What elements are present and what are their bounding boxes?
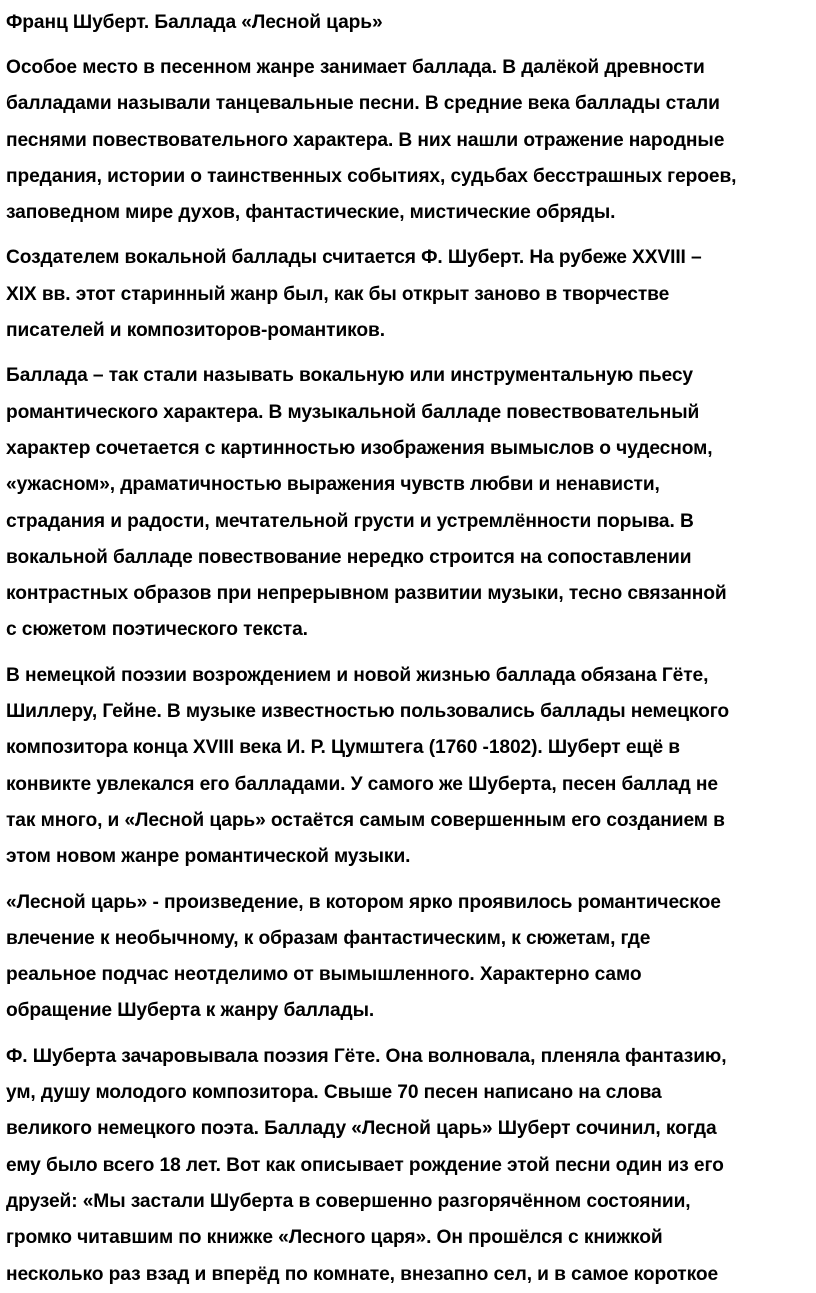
text-line: Особое место в песенном жанре занимает баллада. В далёкой древности [6, 57, 705, 78]
text-line: так много, и «Лесной царь» остаётся самым совершенным его созданием в [6, 809, 725, 831]
text-line: романтического характера. В музыкальной балладе повествовательный [6, 401, 700, 423]
text-line: Создателем вокальной баллады считается Ф. Шуберт. На рубеже XXVIII – [6, 247, 702, 269]
text-line: заповедном мире духов, фантастические, мистические обряды. [6, 202, 616, 224]
text-line: Баллада – так стали называть вокальную или инструментальную пьесу [6, 365, 693, 387]
paragraph-goethe-poetry [6, 1039, 810, 1293]
text-line: песнями повествовательного характера. В них нашли отражение народные [6, 129, 725, 151]
text-line: предания, истории о таинственных событиях, судьбах бесстрашных героев, [6, 165, 737, 187]
text-line: «Лесной царь» - произведение, в котором ярко проявилось романтическое [6, 891, 721, 913]
text-line: характер сочетается с картинностью изображения вымыслов о чудесном, [6, 437, 713, 459]
text-line: влечение к необычному, к образам фантастическим, к сюжетам, где [6, 927, 651, 949]
text-line: великого немецкого поэта. Балладу «Лесной царь» Шуберт сочинил, когда [6, 1118, 717, 1140]
text-line: XIX вв. этот старинный жанр был, как бы открыт заново в творчестве [6, 283, 670, 305]
text-line: «ужасном», драматичностью выражения чувств любви и ненависти, [6, 474, 660, 496]
text-line: композитора конца XVIII века И. Р. Цумштега (1760 -1802). Шуберт ещё в [6, 737, 680, 759]
page-title: Франц Шуберт. Баллада «Лесной царь» [6, 12, 383, 33]
paragraph-vocal-ballad-creator [6, 240, 810, 349]
paragraph-forest-king-romanticism [6, 885, 810, 1030]
text-line: вокальной балладе повествование нередко строится на сопоставлении [6, 546, 692, 568]
paragraph-ballad-genre [6, 50, 810, 231]
text-line: писателей и композиторов-романтиков. [6, 320, 385, 342]
text-line: ему было всего 18 лет. Вот как описывает рождение этой песни один из его [6, 1154, 724, 1176]
text-line: реальное подчас неотделимо от вымышленного. Характерно само [6, 964, 642, 986]
paragraph-german-poetry [6, 658, 810, 876]
text-line: обращение Шуберта к жанру баллады. [6, 1000, 375, 1022]
text-line: с сюжетом поэтического текста. [6, 619, 308, 641]
text-line: В немецкой поэзии возрождением и новой жизнью баллада обязана Гёте, [6, 664, 709, 686]
text-line: балладами называли танцевальные песни. В средние века баллады стали [6, 93, 720, 115]
text-line: конвикте увлекался его балладами. У самого же Шуберта, песен баллад не [6, 773, 718, 795]
text-line: контрастных образов при непрерывном развитии музыки, тесно связанной [6, 583, 727, 605]
text-line: друзей: «Мы застали Шуберта в совершенно разгорячённом состоянии, [6, 1190, 691, 1212]
text-line: Ф. Шуберта зачаровывала поэзия Гёте. Она волновала, пленяла фантазию, [6, 1045, 727, 1067]
text-line: ум, душу молодого композитора. Свыше 70 песен написано на слова [6, 1082, 662, 1104]
text-line: несколько раз взад и вперёд по комнате, внезапно сел, и в самое короткое [6, 1263, 719, 1285]
text-line: громко читавшим по книжке «Лесного царя». Он прошёлся с книжкой [6, 1227, 663, 1249]
text-line: Шиллеру, Гейне. В музыке известностью пользовались баллады немецкого [6, 701, 730, 723]
paragraph-ballad-definition [6, 358, 810, 648]
text-line: страдания и радости, мечтательной грусти и устремлённости порыва. В [6, 510, 694, 532]
text-line: этом новом жанре романтической музыки. [6, 846, 411, 868]
